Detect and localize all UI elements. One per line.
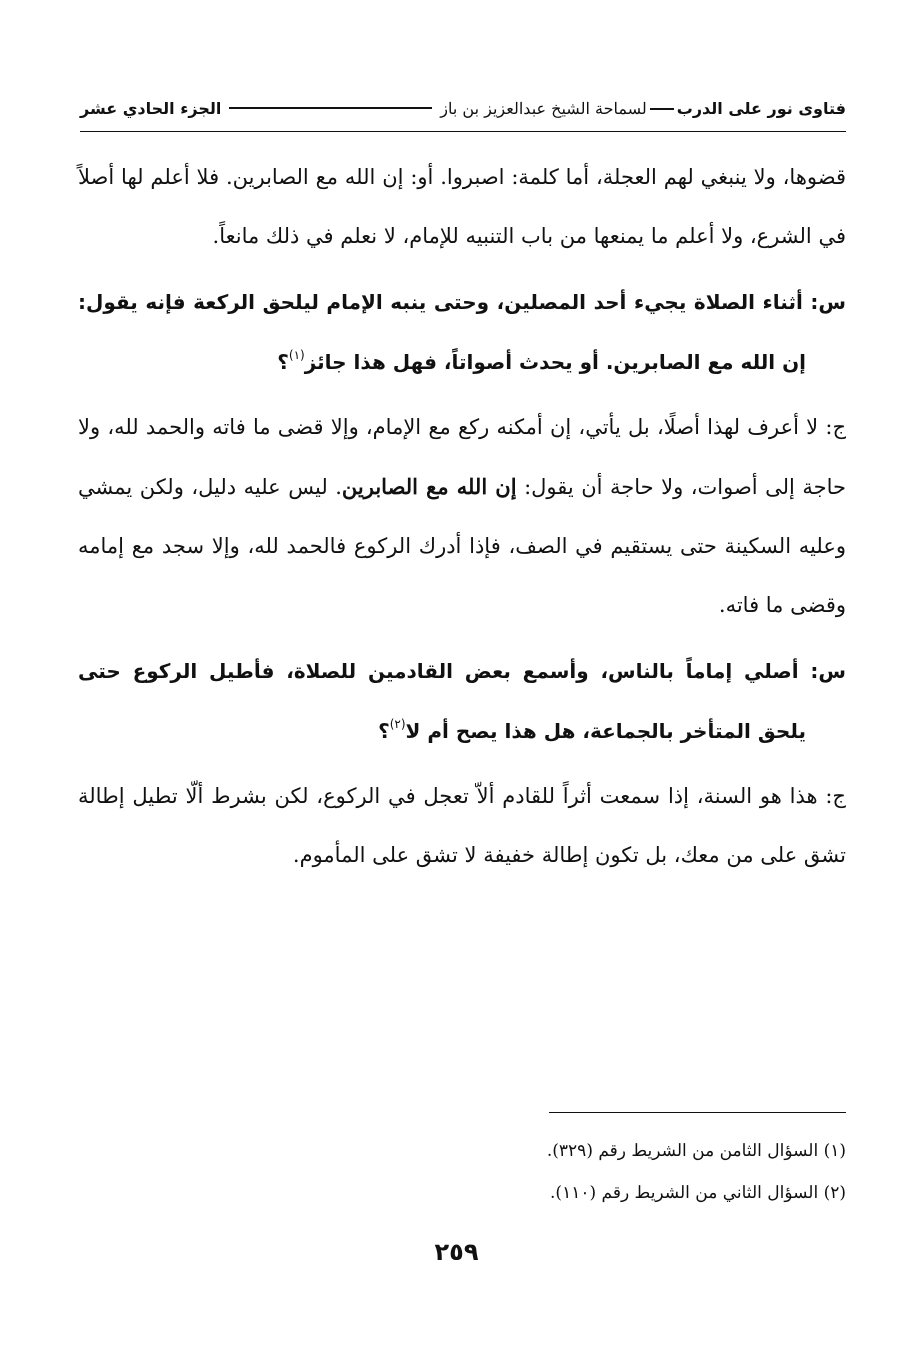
answer-1-bold-phrase: إن الله مع الصابرين [341,474,517,499]
footnote-2: (٢) السؤال الثاني من الشريط رقم (١١٠). [550,1183,846,1203]
answer-1-part-2: . ليس عليه دليل، ولكن يمشي وعليه السكينة حتى يستقيم في الصف، فإذا أدرك الركوع فالحمد لله، وإلا سجد مع إمامه وقضى ما فاته. [78,475,846,617]
header-dash [650,108,674,110]
footnote-1: (١) السؤال الثامن من الشريط رقم (٣٢٩). [546,1141,846,1161]
footnote-separator [549,1112,846,1113]
answer-2: ج: هذا هو السنة، إذا سمعت أثراً للقادم ألاّ تعجل في الركوع، لكن بشرط ألّا تطيل إطالة تشق على من معك، بل تكون إطالة خفيفة لا تشق على المأموم. [78,784,846,867]
header-right-group [440,99,846,118]
question-2-lead: س: [810,659,847,683]
question-1 [78,272,846,392]
page-number: ٢٥٩ [434,1238,479,1266]
header-author: لسماحة الشيخ عبدالعزيز بن باز [440,98,647,118]
answer-1 [78,398,846,635]
header-rule [80,131,846,132]
header-rule-segment [229,107,432,109]
footnotes [66,1130,846,1214]
main-text [78,148,846,885]
question-1-mark: ؟ [277,350,289,374]
question-2 [78,641,846,761]
header-book-title: فتاوى نور على الدرب [676,98,846,118]
question-1-text: أثناء الصلاة يجيء أحد المصلين، وحتى ينبه الإمام ليلحق الركعة فإنه يقول: إن الله مع الصابرين. أو يحدث أصواتاً، فهل هذا جائز [78,290,806,374]
question-2-mark: ؟ [378,719,390,743]
footnote-ref-2[interactable]: (٢) [389,717,406,731]
answer-continuation: قضوها، ولا ينبغي لهم العجلة، أما كلمة: اصبروا. أو: إن الله مع الصابرين. فلا أعلم لها أصلاً في الشرع، ولا أعلم ما يمنعها من باب التنبيه للإمام، لا نعلم في ذلك مانعاً. [78,165,846,248]
answer-1-part-1: ج: لا أعرف لهذا أصلًا، بل يأتي، إن أمكنه ركع مع الإمام، وإلا قضى ما فاته والحمد لله، ولا حاجة إلى أصوات، ولا حاجة أن يقول: [78,415,846,499]
footnote-ref-1[interactable]: (١) [288,348,305,362]
header-volume: الجزء الحادي عشر [80,98,222,118]
question-1-lead: س: [810,290,847,314]
question-2-text: أصلي إماماً بالناس، وأسمع بعض القادمين للصلاة، فأطيل الركوع حتى يلحق المتأخر بالجماعة، هل هذا يصح أم لا [78,659,806,743]
running-header [80,86,846,130]
